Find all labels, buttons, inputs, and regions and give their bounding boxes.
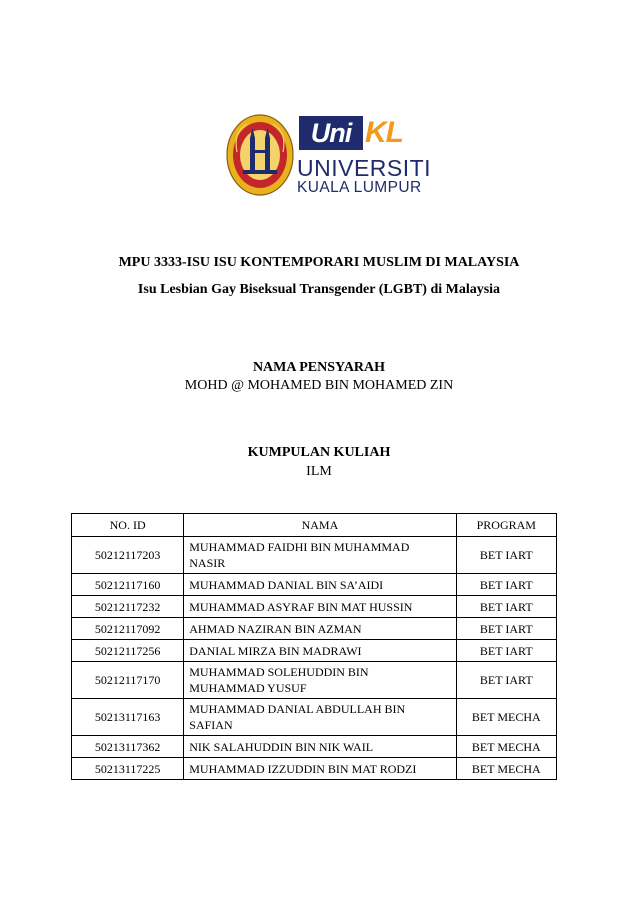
cell-program: BET MECHA — [456, 699, 556, 736]
lecturer-name: MOHD @ MOHAMED BIN MOHAMED ZIN — [184, 378, 454, 393]
cell-program: BET IART — [456, 662, 556, 699]
cell-nama — [184, 537, 456, 574]
wordmark-city: KUALA LUMPUR — [297, 179, 422, 196]
group-heading: KUMPULAN KULIAH — [247, 445, 391, 460]
cell-id: 50213117362 — [72, 736, 184, 758]
name-line: MUHAMMAD DANIAL ABDULLAH BIN — [189, 702, 406, 716]
cell-id: 50212117092 — [72, 618, 184, 640]
unikl-wordmark — [297, 116, 432, 196]
cell-program: BET IART — [456, 574, 556, 596]
cell-nama: DANIAL MIRZA BIN MADRAWI — [184, 640, 456, 662]
cell-program: BET IART — [456, 537, 556, 574]
cell-id: 50212117256 — [72, 640, 184, 662]
table-row — [72, 640, 557, 662]
cell-id: 50212117160 — [72, 574, 184, 596]
cell-nama: NIK SALAHUDDIN BIN NIK WAIL — [184, 736, 456, 758]
table-row — [72, 596, 557, 618]
cell-nama — [184, 699, 456, 736]
cell-program: BET MECHA — [456, 736, 556, 758]
cell-nama: MUHAMMAD IZZUDDIN BIN MAT RODZI — [184, 758, 456, 780]
cell-id: 50212117170 — [72, 662, 184, 699]
wordmark-kl: KL — [365, 116, 403, 149]
table-row — [72, 618, 557, 640]
table-row — [72, 537, 557, 574]
student-table — [71, 513, 557, 780]
course-title: MPU 3333-ISU ISU KONTEMPORARI MUSLIM DI MALAYSIA — [118, 255, 520, 270]
name-line: MUHAMMAD SOLEHUDDIN BIN — [189, 665, 369, 679]
table-row — [72, 758, 557, 780]
table-row — [72, 574, 557, 596]
cell-nama — [184, 662, 456, 699]
group-name: ILM — [306, 464, 332, 479]
header-nama: NAMA — [184, 514, 456, 537]
name-line: MUHAMMAD YUSUF — [189, 681, 307, 695]
table-header-row — [72, 514, 557, 537]
university-seal-icon — [225, 112, 297, 198]
lecturer-heading: NAMA PENSYARAH — [252, 360, 386, 375]
cell-nama: MUHAMMAD ASYRAF BIN MAT HUSSIN — [184, 596, 456, 618]
cell-program: BET IART — [456, 640, 556, 662]
wordmark-uni: Uni — [299, 116, 363, 150]
cell-id: 50212117203 — [72, 537, 184, 574]
table-row — [72, 662, 557, 699]
cell-id: 50213117225 — [72, 758, 184, 780]
cell-program: BET IART — [456, 618, 556, 640]
course-topic: Isu Lesbian Gay Biseksual Transgender (LGBT) di Malaysia — [137, 282, 501, 297]
header-id: NO. ID — [72, 514, 184, 537]
unikl-logo — [225, 112, 432, 198]
cell-id: 50213117163 — [72, 699, 184, 736]
cell-id: 50212117232 — [72, 596, 184, 618]
wordmark-universiti: UNIVERSITI — [297, 155, 432, 181]
table-row — [72, 736, 557, 758]
cell-program: BET MECHA — [456, 758, 556, 780]
cell-program: BET IART — [456, 596, 556, 618]
cell-nama: AHMAD NAZIRAN BIN AZMAN — [184, 618, 456, 640]
cell-nama: MUHAMMAD DANIAL BIN SA’AIDI — [184, 574, 456, 596]
header-program: PROGRAM — [456, 514, 556, 537]
name-line: MUHAMMAD FAIDHI BIN MUHAMMAD — [189, 540, 410, 554]
name-line: NASIR — [189, 556, 226, 570]
table-row — [72, 699, 557, 736]
name-line: SAFIAN — [189, 718, 233, 732]
